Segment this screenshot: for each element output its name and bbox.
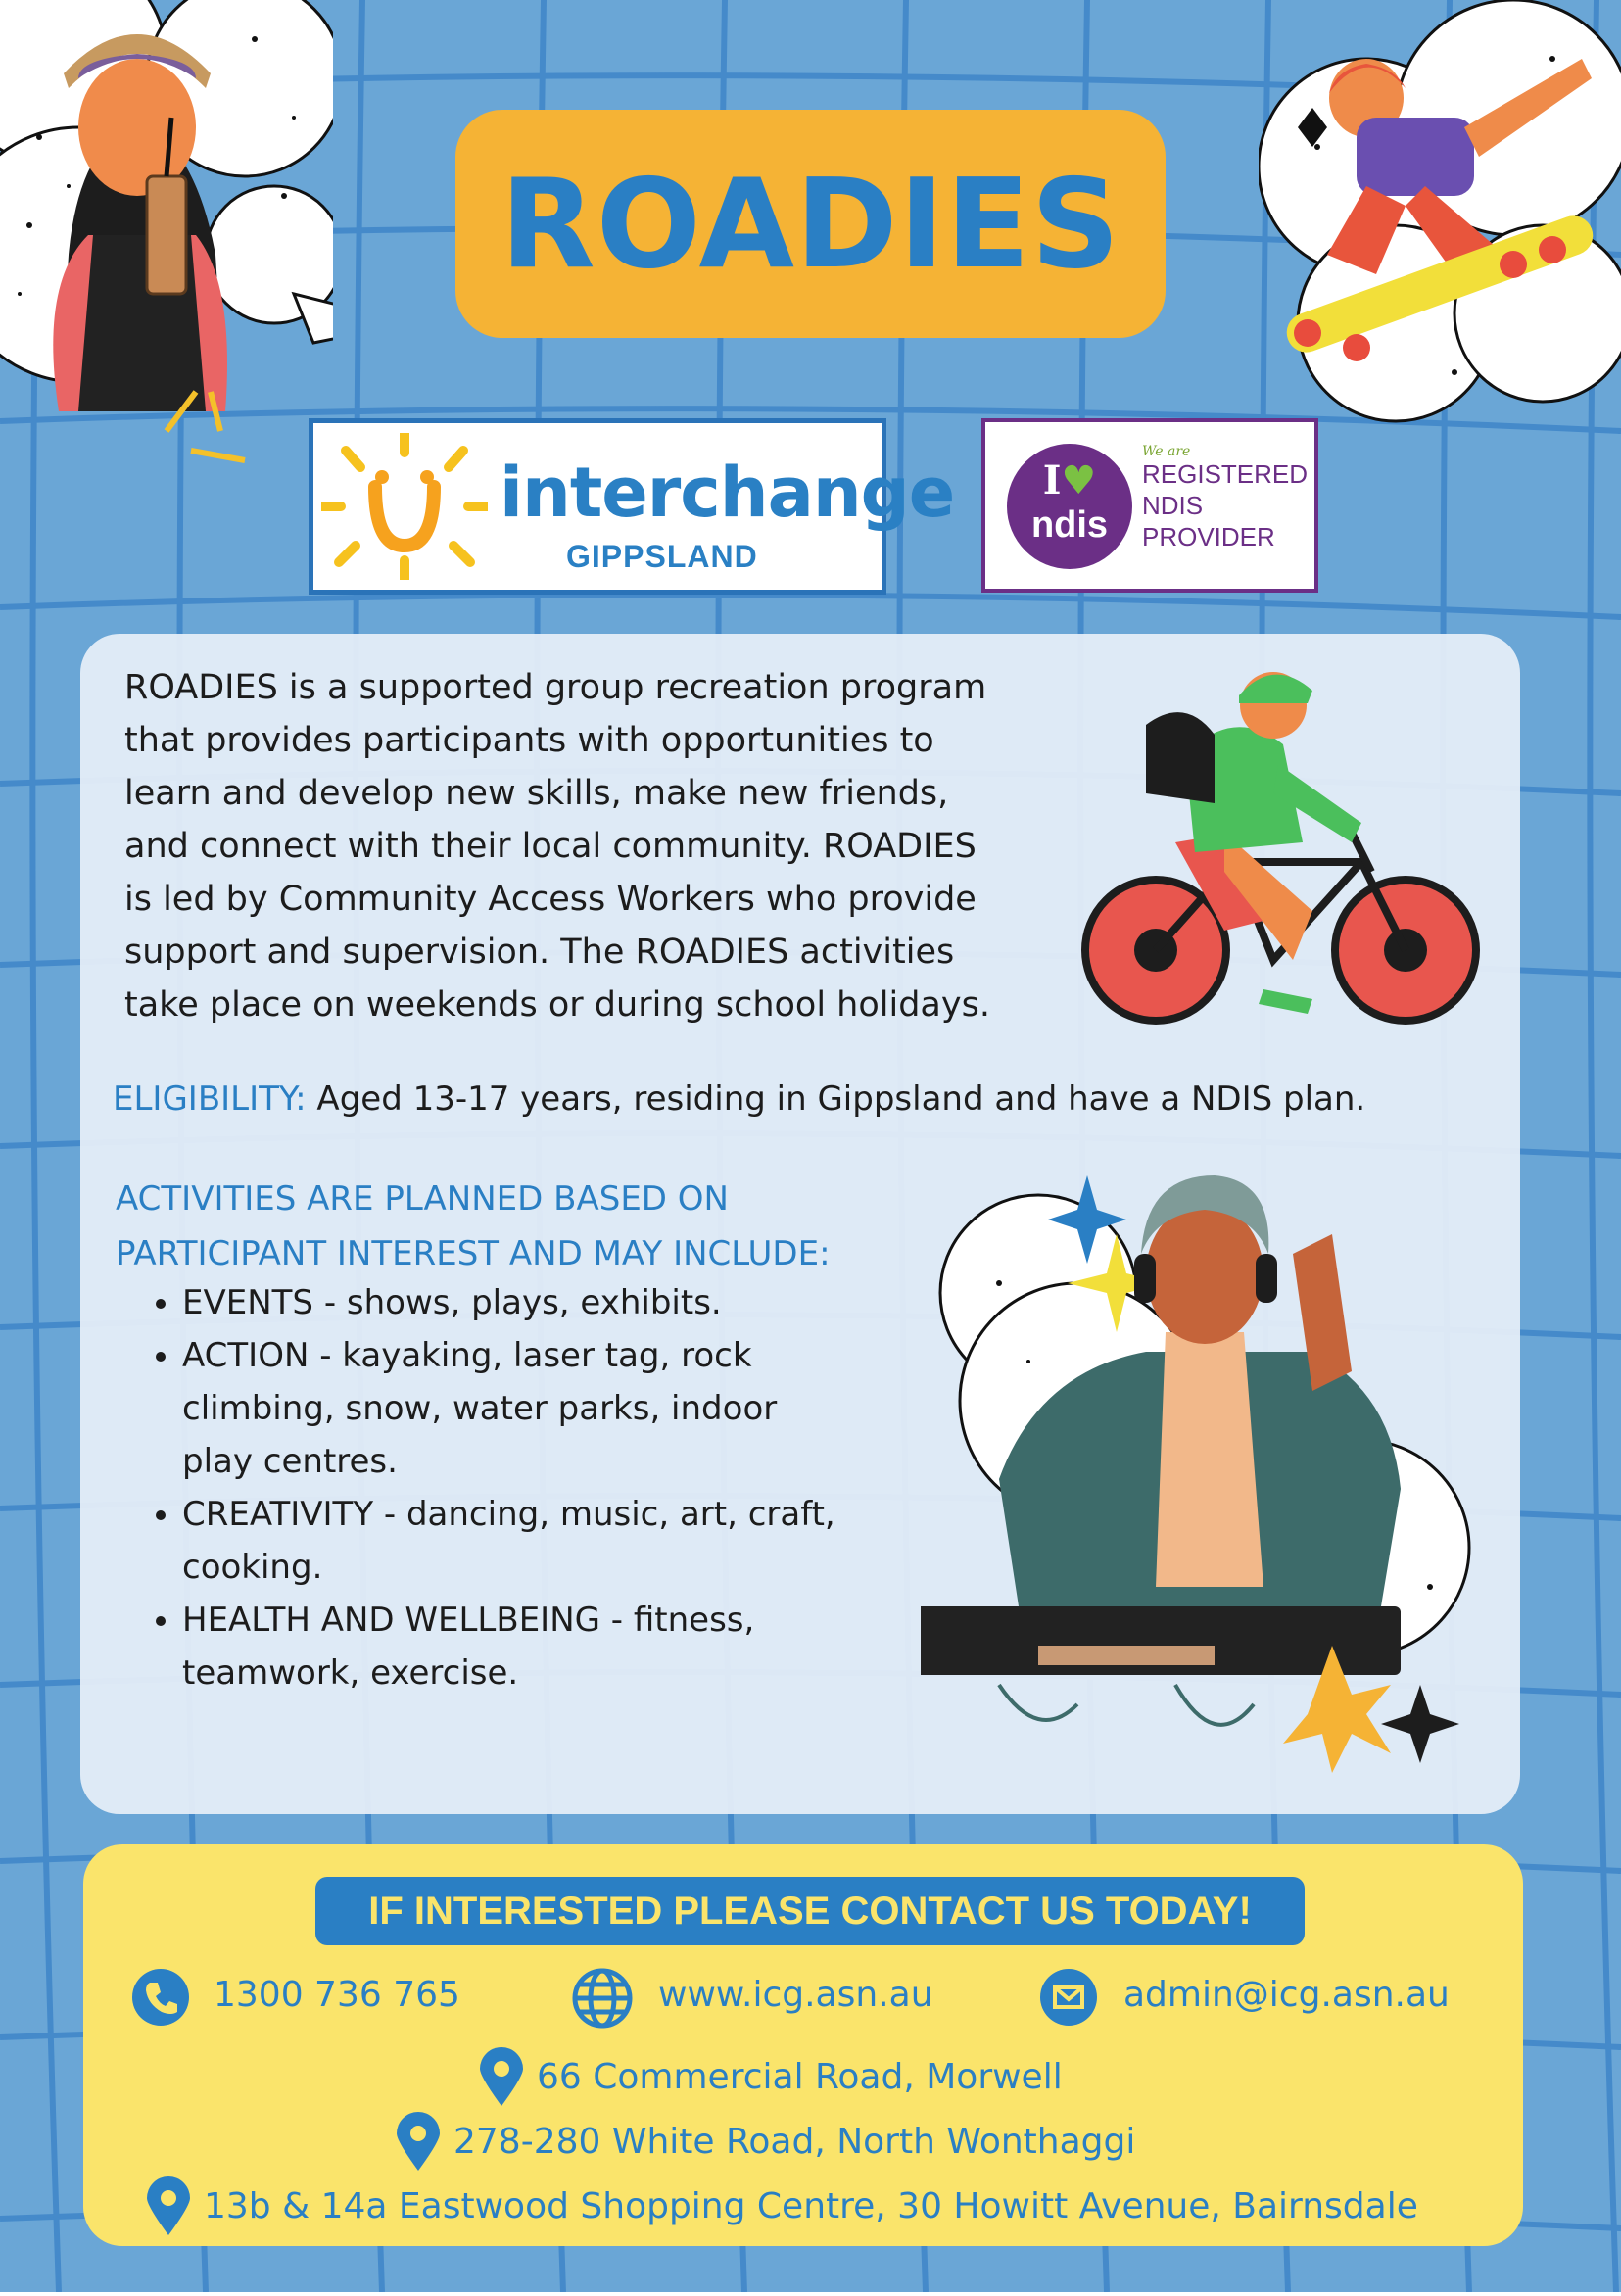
page-title: ROADIES: [500, 152, 1121, 296]
ndis-mark-i: I♥: [1042, 457, 1097, 503]
address-north-wonthaggi: 278-280 White Road, North Wonthaggi: [453, 2122, 1136, 2162]
ndis-line-2: NDIS: [1142, 491, 1204, 520]
gippsland-wordmark: GIPPSLAND: [566, 539, 758, 574]
description-line: take place on weekends or during school holidays.: [124, 985, 990, 1025]
list-item: [182, 1329, 985, 1488]
address-morwell: 66 Commercial Road, Morwell: [537, 2057, 1063, 2097]
description-line: ROADIES is a supported group recreation program: [124, 668, 987, 707]
list-item-line: • CREATIVITY - dancing, music, art, craft,: [182, 1495, 835, 1534]
list-item-line: play centres.: [182, 1442, 398, 1481]
website-link[interactable]: www.icg.asn.au: [658, 1975, 933, 2015]
list-item: [182, 1488, 985, 1594]
interchange-wordmark: interchange: [500, 453, 955, 533]
list-item-line: climbing, snow, water parks, indoor: [182, 1389, 778, 1428]
list-item-line: cooking.: [182, 1548, 323, 1587]
ndis-line-3: PROVIDER: [1142, 522, 1275, 551]
description-line: support and supervision. The ROADIES activities: [124, 933, 955, 972]
title-banner: [455, 110, 1166, 338]
activities-heading-line: ACTIVITIES ARE PLANNED BASED ON: [116, 1179, 729, 1219]
list-item-line: • EVENTS - shows, plays, exhibits.: [182, 1283, 722, 1322]
email-icon: [1040, 1969, 1097, 2026]
dj-illustration: [921, 1136, 1508, 1773]
sun-icon: [321, 433, 488, 580]
activities-heading: [116, 1172, 948, 1281]
eligibility-statement: [113, 1073, 1523, 1125]
program-description: [124, 661, 1065, 1031]
description-line: is led by Community Access Workers who provide: [124, 880, 977, 919]
phone-icon: [132, 1969, 189, 2026]
interchange-gippsland-logo: [309, 418, 955, 595]
skateboarder-illustration: [1259, 0, 1621, 431]
location-pin-icon: [480, 2047, 523, 2108]
globe-icon: [571, 1967, 634, 2030]
ndis-line-1: REGISTERED: [1142, 459, 1309, 489]
phone-number[interactable]: 1300 736 765: [214, 1975, 460, 2015]
activities-heading-line: PARTICIPANT INTEREST AND MAY INCLUDE:: [116, 1234, 831, 1273]
heart-icon: ♥: [1061, 458, 1097, 503]
list-item-line: • HEALTH AND WELLBEING - fitness,: [182, 1601, 755, 1640]
cyclist-illustration: [1068, 666, 1489, 1038]
ndis-we-are: We are: [1142, 444, 1191, 459]
list-item-line: teamwork, exercise.: [182, 1653, 519, 1693]
location-pin-icon: [397, 2112, 440, 2173]
list-item: [182, 1276, 985, 1329]
eligibility-text: Aged 13-17 years, residing in Gippsland and have a NDIS plan.: [306, 1079, 1366, 1119]
girl-drinking-illustration: [0, 0, 333, 490]
email-address[interactable]: admin@icg.asn.au: [1123, 1975, 1450, 2015]
description-line: and connect with their local community. ROADIES: [124, 827, 977, 866]
list-item: [182, 1594, 985, 1699]
location-pin-icon: [147, 2176, 190, 2237]
ndis-registered-provider-logo: [981, 418, 1318, 593]
list-item-line: • ACTION - kayaking, laser tag, rock: [182, 1336, 752, 1375]
ndis-mark: [1007, 444, 1132, 569]
description-line: that provides participants with opportunities to: [124, 721, 934, 760]
eligibility-label: ELIGIBILITY:: [113, 1079, 307, 1119]
description-line: learn and develop new skills, make new friends,: [124, 774, 949, 813]
ndis-mark-word: ndis: [1030, 504, 1109, 546]
address-bairnsdale: 13b & 14a Eastwood Shopping Centre, 30 Howitt Avenue, Bairnsdale: [204, 2186, 1418, 2226]
contact-call-to-action: IF INTERESTED PLEASE CONTACT US TODAY!: [315, 1877, 1305, 1945]
activities-list: [127, 1276, 985, 1699]
